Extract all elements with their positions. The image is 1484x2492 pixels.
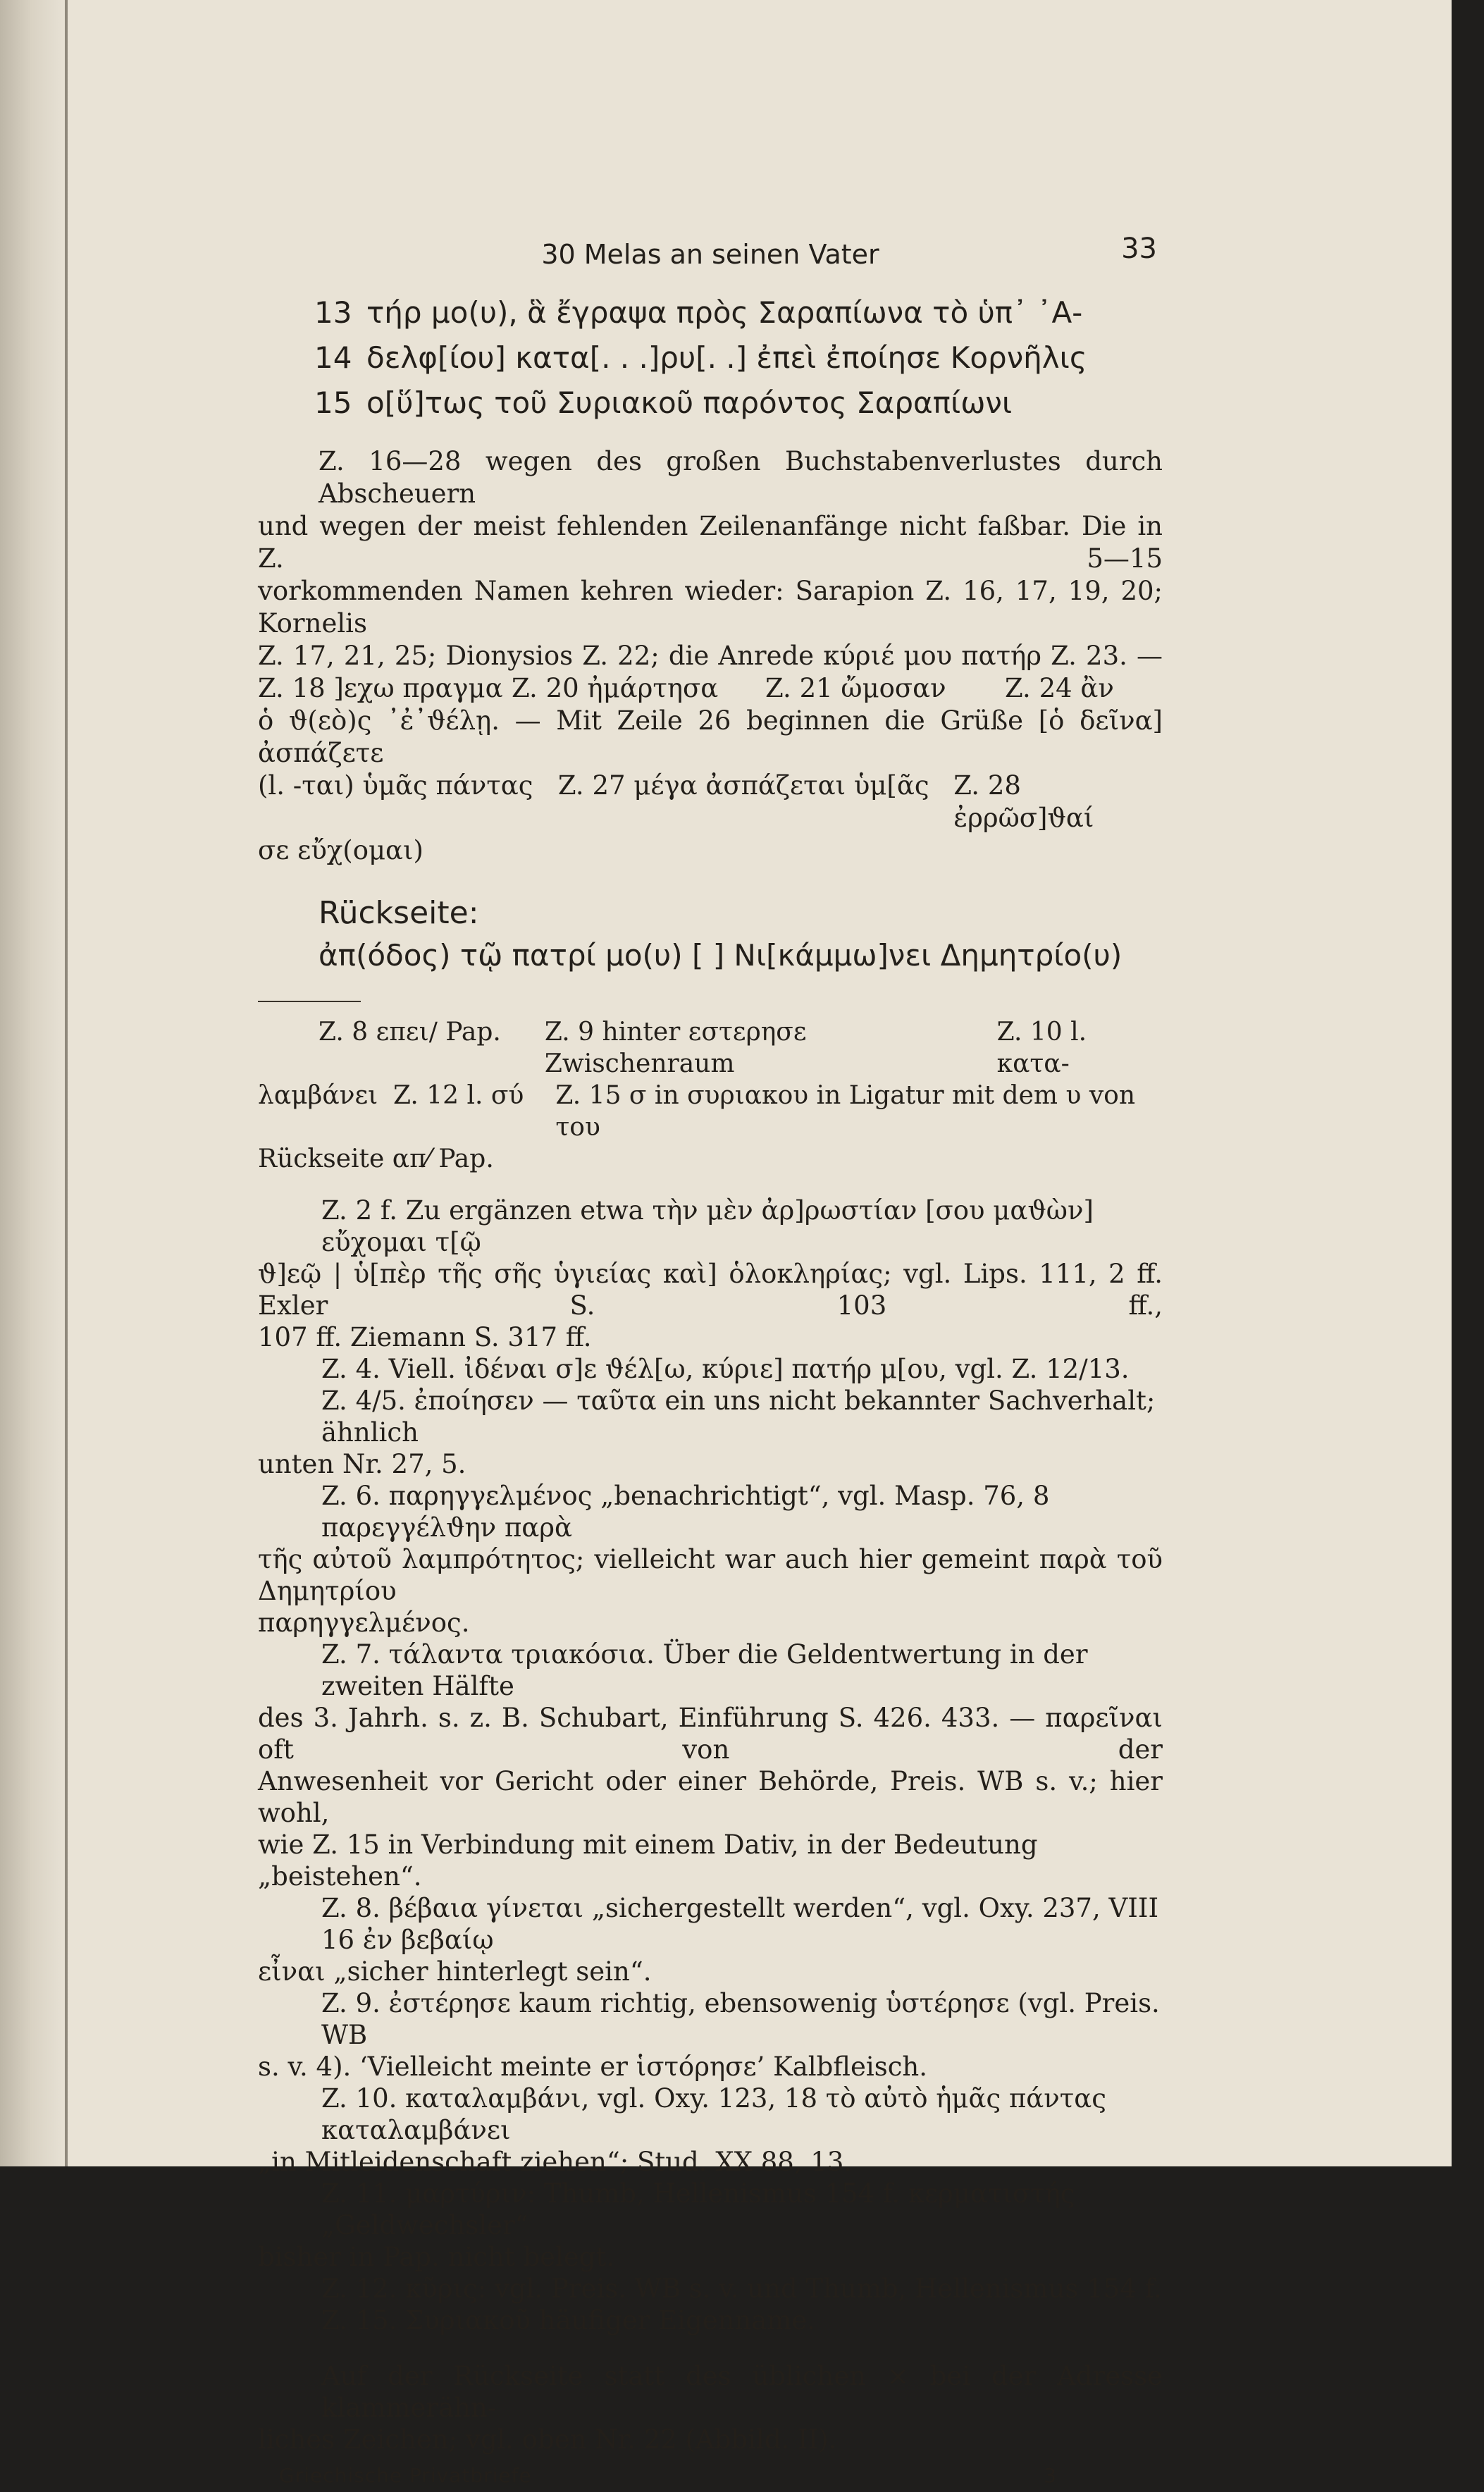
entry-line: ϑ]εῷ | ὑ[πὲρ τῆς σῆς ὑγιείας καὶ] ὁλοκληρίας; vgl. Lips. 111, 2 ff. Exler S. 103 ff.,	[258, 1259, 1163, 1321]
entry-line: Anwesenheit vor Gericht oder einer Behörde, Preis. WB s. v.; hier wohl,	[258, 1766, 1163, 1828]
footnote: Z. 12 l. σύ	[393, 1081, 524, 1110]
intro-line: Z. 17, 21, 25; Dionysios Z. 22; die Anrede κύριέ μου πατήρ Z. 23. —	[258, 641, 1163, 671]
line-text: τήρ μο(υ), ἃ ἔγραψα πρὸς Σαραπίωνα τὸ ὑπ᾽ ᾿Α-	[366, 295, 1083, 330]
footnote-row	[258, 1016, 1163, 1080]
footnote-row	[258, 1080, 1163, 1143]
greek-line	[314, 335, 1163, 381]
running-header	[258, 233, 1163, 275]
footnote: Z. 10 l. κατα-	[996, 1018, 1087, 1078]
line-text: δελφ[ίου] κατα[. . .]ρυ[. .] ἐπεὶ ἐποίησε Κορνῆλις	[366, 340, 1087, 375]
entry-line: τῆς αὐτοῦ λαμπρότητος; vielleicht war auch hier gemeint παρὰ τοῦ Δημητρίου	[258, 1544, 1163, 1606]
commentary-entry	[258, 2305, 1163, 2336]
entry-first-line: Z. 4/5. ἐποίησεν — ταῦτα ein uns nicht bekannter Sachverhalt; ähnlich	[321, 1386, 1156, 1448]
entry-first-line: Z. 9. ἐστέρησε kaum richtig, ebensowenig ὑστέρησε (vgl. Preis. WB	[321, 1988, 1160, 2050]
line-commentary	[258, 1195, 1163, 2336]
greek-line	[314, 290, 1163, 335]
entry-first-line: Z. 8. βέβαια γίνεται „sichergestellt werden“, vgl. Oxy. 237, VIII 16 ἐν βεβαίῳ	[321, 1893, 1159, 1955]
entry-line: εἶναι „sicher hinterlegt sein“.	[258, 1956, 652, 1987]
reading: Z. 28 ἐρρῶσ]ϑαί	[953, 770, 1094, 833]
commentary-entry	[258, 2273, 1163, 2305]
footnote: Z. 8 επει∕ Pap.	[319, 1018, 501, 1047]
signature-mark: Griechische Privatbriefe	[279, 2464, 532, 2487]
footnote-line: Rückseite απ⁄ Pap.	[258, 1145, 494, 1173]
footnotes	[258, 1016, 1163, 1175]
intro-line: vorkommenden Namen kehren wieder: Sarapion Z. 16, 17, 19, 20; Kornelis	[258, 576, 1163, 639]
commentary-entry	[258, 1480, 1163, 1639]
entry-first-line: Z. 4. Viell. ἰδέναι σ]ε ϑέλ[ω, κύριε] πατήρ μ[ου, vgl. Z. 12/13.	[321, 1354, 1130, 1384]
line-number: 13	[314, 295, 352, 330]
reading: Z. 20 ἠμάρτησα	[512, 673, 719, 703]
final-note	[258, 2360, 1163, 2455]
reading-line: σε εὔχ(ομαι)	[258, 835, 423, 865]
commentary-entry	[258, 1639, 1163, 1892]
greek-text	[258, 290, 1163, 426]
page-footer	[258, 2460, 1163, 2492]
note-line: liches Zeichen; vgl. oben Nr. 22 (Abbild. II).	[258, 2424, 837, 2455]
entry-line: παρηγγελμένος.	[258, 1608, 470, 1638]
page-content	[258, 233, 1163, 2492]
entry-first-line: Z. 12. κῦρις: vgl. Preis. WB s. v. und Thumb, Hellenismus 154 f.	[321, 2274, 1162, 2304]
reading: Z. 18 ]εχω πραγμα	[258, 673, 503, 703]
entry-line: bisher in Pap. nicht belegt.	[258, 2242, 615, 2272]
commentary-entry	[258, 1195, 1163, 1353]
note-line: Auf der Rückseite statt des üblichen × bei der Adresse klammerähn-	[321, 2361, 1163, 2423]
intro-line: und wegen der meist fehlenden Zeilenanfänge nicht faßbar. Die in Z. 5—15	[258, 511, 1163, 574]
header-title: 30 Melas an seinen Vater	[541, 239, 879, 270]
book-spine	[0, 0, 69, 2166]
entry-line: unten Nr. 27, 5.	[258, 1449, 466, 1479]
sheet-number: 3	[1044, 2464, 1057, 2487]
entry-line: wie Z. 15 in Verbindung mit einem Dativ, in der Bedeutung „beistehen“.	[258, 1830, 1038, 1892]
rueckseite-address: ἀπ(όδος) τῷ πατρί μο(υ) [ ] Νι[κάμμω]νει Δημητρίο(υ)	[319, 938, 1123, 973]
entry-line: s. v. 4). ‘Vielleicht meinte er ἱστόρησε’ Kalbfleisch.	[258, 2052, 928, 2082]
entry-first-line: Z. 7. τάλαντα τριακόσια. Über die Geldentwertung in der zweiten Hälfte	[321, 1639, 1088, 1701]
line-text: ο[ὕ]τως τοῦ Συριακοῦ παρόντος Σαραπίωνι	[366, 385, 1013, 420]
reading: Z. 21 ὤμοσαν	[765, 673, 946, 703]
reading: Z. 24 ἂν	[1005, 673, 1114, 703]
rueckseite-heading: Rückseite:	[319, 895, 479, 931]
commentary-entry	[258, 1385, 1163, 1480]
reading-row	[258, 770, 1163, 834]
commentary-entry	[258, 1987, 1163, 2083]
commentary-entry	[258, 1353, 1163, 1385]
footnote: Z. 9 hinter εστερησε Zwischenraum	[544, 1018, 807, 1078]
footnote: λαμβάνει	[258, 1081, 378, 1110]
commentary-intro	[258, 445, 1163, 867]
footnote-rule	[258, 1001, 361, 1002]
entry-line: des 3. Jahrh. s. z. B. Schubart, Einführung S. 426. 433. — παρεῖναι oft von der	[258, 1703, 1163, 1765]
page-number: 33	[1121, 233, 1157, 265]
commentary-entry	[258, 2083, 1163, 2178]
intro-line: Z. 16—28 wegen des großen Buchstabenverlustes durch Abscheuern	[319, 446, 1163, 509]
entry-first-line: Z. 15. Συριακοῦ häufiger Eigenname.	[321, 2305, 816, 2336]
greek-line	[314, 381, 1163, 426]
entry-line: „in Mitleidenschaft ziehen“; Stud. XX 88, 13.	[258, 2147, 853, 2177]
entry-first-line: Z. 11. μαρτύριν: Thumb, Hellenismus 154 f. κερματιστής „Geldwechsler“	[321, 2178, 1075, 2240]
line-number: 14	[314, 340, 352, 375]
commentary-entry	[258, 1892, 1163, 1987]
reading-line: ὁ ϑ(εὸ)ς ᾿ἐ᾿ϑέλῃ. — Mit Zeile 26 beginnen die Grüße [ὁ δεῖνα] ἀσπάζετε	[258, 705, 1163, 768]
line-number: 15	[314, 385, 352, 420]
reading: (l. -ται) ὑμᾶς πάντας	[258, 770, 533, 801]
entry-first-line: Z. 6. παρηγγελμένος „benachrichtigt“, vgl. Masp. 76, 8 παρεγγέλϑην παρὰ	[321, 1481, 1050, 1543]
entry-line: 107 ff. Ziemann S. 317 ff.	[258, 1322, 592, 1352]
reading-row	[258, 672, 1163, 705]
commentary-entry	[258, 2178, 1163, 2273]
footnote: Z. 15 σ in συριακου in Ligatur mit dem υ von του	[555, 1081, 1136, 1142]
spine-edge	[65, 0, 68, 2166]
entry-first-line: Z. 10. καταλαμβάνι, vgl. Oxy. 123, 18 τὸ αὐτὸ ἡμᾶς πάντας καταλαμβάνει	[321, 2083, 1106, 2145]
entry-first-line: Z. 2 f. Zu ergänzen etwa τὴν μὲν ἀρ]ρωστίαν [σου μαϑὼν] εὔχομαι τ[ῷ	[321, 1195, 1094, 1257]
reading: Z. 27 μέγα ἀσπάζεται ὑμ[ᾶς	[557, 770, 929, 801]
